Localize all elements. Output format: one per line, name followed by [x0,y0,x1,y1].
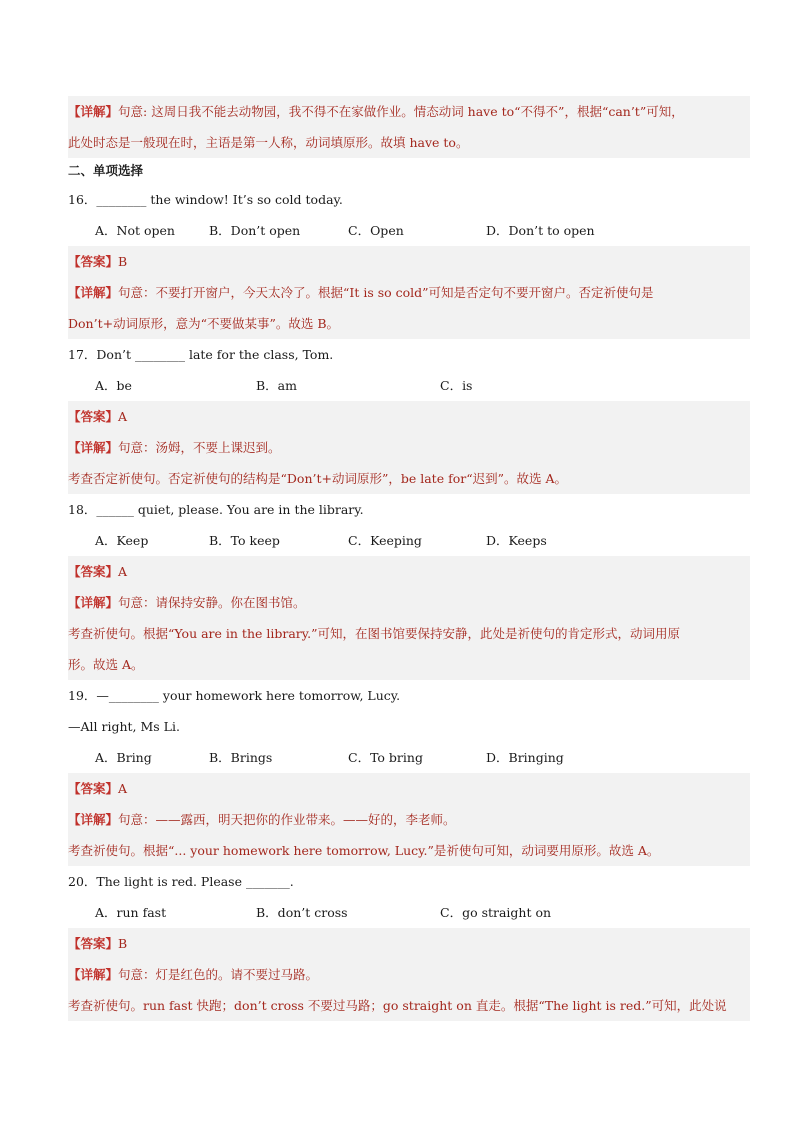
detail-line-16-1 [68,277,750,308]
section-title: 二、单项选择 [68,163,144,178]
detail-text: 句意：灯是红色的。请不要过马路。 [118,967,319,982]
options-row-20 [68,897,750,928]
detail-line-18-3 [68,649,750,680]
detail-line-19-1 [68,804,750,835]
q15-detail-line-1 [68,96,750,127]
detail-tag: 【详解】 [68,440,119,455]
detail-line-17-1 [68,432,750,463]
question-stem-20: 20．The light is red. Please _______. [68,874,294,889]
question-stem-17: 17．Don’t ________ late for the class, Tom. [68,347,334,362]
detail-text: 句意：不要打开窗户，今天太冷了。根据“It is so cold”可知是否定句不要开窗户。否定祈使句是 [118,285,654,300]
option-c[interactable]: C．is [440,378,473,393]
option-b[interactable]: B．To keep [209,533,280,548]
detail-text: 考查祈使句。run fast 快跑；don’t cross 不要过马路；go straight on 直走。根据“The light is red.”可知，此处说 [68,998,727,1013]
answer-value: A [118,409,128,424]
answer-tag: 【答案】 [68,564,119,579]
question-stem-19: 19．—________ your homework here tomorrow, Lucy. [68,688,401,703]
option-a[interactable]: A．Keep [95,533,149,548]
detail-tag: 【详解】 [68,967,119,982]
option-a[interactable]: A．run fast [95,905,167,920]
detail-tag: 【详解】 [68,812,119,827]
option-d[interactable]: D．Bringing [486,750,564,765]
detail-line-16-2 [68,308,750,339]
option-c[interactable]: C．To bring [348,750,423,765]
option-c[interactable]: C．Open [348,223,404,238]
answer-line-17 [68,401,750,432]
answer-tag: 【答案】 [68,254,119,269]
answer-line-19 [68,773,750,804]
option-a[interactable]: A．Bring [95,750,152,765]
answer-tag: 【答案】 [68,936,119,951]
answer-value: B [118,254,128,269]
detail-text: 句意：请保持安静。你在图书馆。 [118,595,306,610]
option-b[interactable]: B．don’t cross [256,905,348,920]
detail-line-19-2 [68,835,750,866]
q15-detail-line-2 [68,127,750,158]
question-stem-16: 16．________ the window! It’s so cold today. [68,192,343,207]
detail-line-18-1 [68,587,750,618]
answer-line-16 [68,246,750,277]
detail-text: 句意: 这周日我不能去动物园，我不得不在家做作业。情态动词 have to“不得不”，根据“can’t”可知， [118,104,684,119]
options-row-18 [68,525,750,556]
detail-line-18-2 [68,618,750,649]
option-c[interactable]: C．Keeping [348,533,422,548]
option-d[interactable]: D．Don’t to open [486,223,595,238]
detail-text: Don’t+动词原形，意为“不要做某事”。故选 B。 [68,316,340,331]
options-row-19 [68,742,750,773]
detail-text: 考查祈使句。根据“You are in the library.”可知，在图书馆要保持安静，此处是祈使句的肯定形式，动词用原 [68,626,681,641]
detail-line-20-1 [68,959,750,990]
detail-text: 考查否定祈使句。否定祈使句的结构是“Don’t+动词原形”，be late for“迟到”。故选 A。 [68,471,567,486]
answer-tag: 【答案】 [68,781,119,796]
option-b[interactable]: B．am [256,378,297,393]
options-row-16 [68,215,750,246]
answer-value: A [118,564,128,579]
question-stem-19-reply: —All right, Ms Li. [68,719,180,734]
detail-text: 此处时态是一般现在时，主语是第一人称，动词填原形。故填 have to。 [68,135,469,150]
exam-page [68,96,750,1021]
detail-text: 句意：汤姆，不要上课迟到。 [118,440,281,455]
options-row-17 [68,370,750,401]
detail-line-17-2 [68,463,750,494]
answer-value: B [118,936,128,951]
option-c[interactable]: C．go straight on [440,905,552,920]
answer-tag: 【答案】 [68,409,119,424]
answer-line-18 [68,556,750,587]
option-b[interactable]: B．Don’t open [209,223,301,238]
option-a[interactable]: A．Not open [95,223,175,238]
detail-text: 形。故选 A。 [68,657,144,672]
detail-tag: 【详解】 [68,104,119,119]
option-d[interactable]: D．Keeps [486,533,547,548]
detail-tag: 【详解】 [68,285,119,300]
answer-line-20 [68,928,750,959]
detail-text: 句意：——露西，明天把你的作业带来。——好的，李老师。 [118,812,456,827]
detail-text: 考查祈使句。根据“... your homework here tomorrow, Lucy.”是祈使句可知，动词要用原形。故选 A。 [68,843,660,858]
answer-value: A [118,781,128,796]
detail-line-20-2 [68,990,750,1021]
detail-tag: 【详解】 [68,595,119,610]
option-b[interactable]: B．Brings [209,750,273,765]
question-stem-18: 18．______ quiet, please. You are in the library. [68,502,364,517]
option-a[interactable]: A．be [95,378,132,393]
